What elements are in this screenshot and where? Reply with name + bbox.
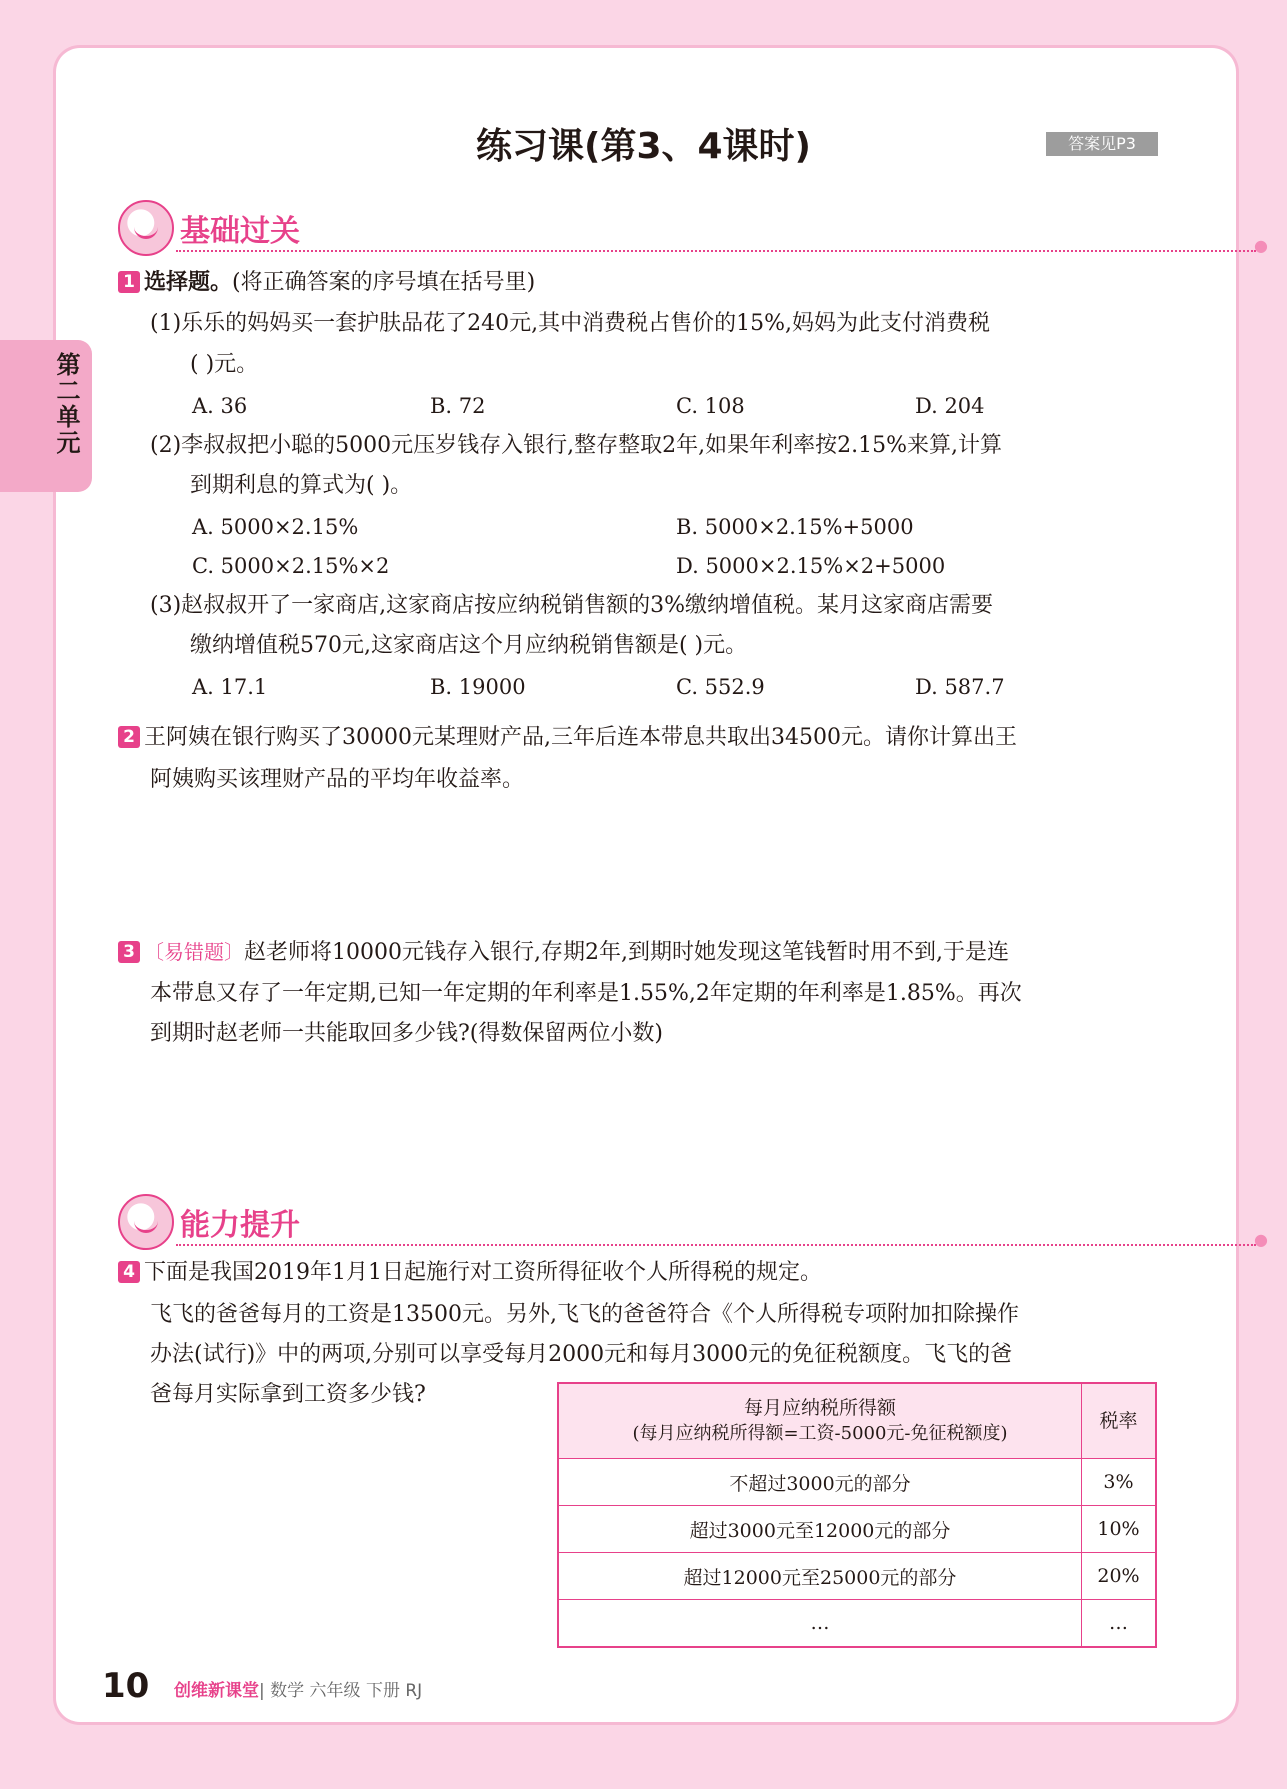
section-divider <box>176 250 1256 252</box>
q1-sub2-line2: 到期利息的算式为( )。 <box>190 473 413 498</box>
table-cell-rate: 3% <box>1082 1459 1157 1506</box>
section-advanced-header <box>118 1194 1268 1250</box>
table-cell-rate: 20% <box>1082 1553 1157 1600</box>
table-cell-rate: 10% <box>1082 1506 1157 1553</box>
section-divider <box>176 1244 1256 1246</box>
footer-info <box>174 1676 422 1701</box>
table-cell-range: 不超过3000元的部分 <box>558 1459 1082 1506</box>
section-basic-title: 基础过关 <box>180 214 300 249</box>
question-3-line2: 本带息又存了一年定期,已知一年定期的年利率是1.55%,2年定期的年利率是1.85%。再次 <box>150 981 1022 1006</box>
tax-rate-table <box>557 1382 1157 1648</box>
table-cell-range: 超过12000元至25000元的部分 <box>558 1553 1082 1600</box>
error-prone-tag: 〔易错题〕 <box>144 940 244 964</box>
question-3-line1 <box>118 937 1009 968</box>
question-3-line3: 到期时赵老师一共能取回多少钱?(得数保留两位小数) <box>150 1021 663 1046</box>
q1-sub2-option-d: D. 5000×2.15%×2+5000 <box>676 554 946 578</box>
answer-reference-badge: 答案见P3 <box>1046 132 1158 156</box>
question-number-badge: 4 <box>118 1261 140 1283</box>
decor-dots-icon: ● <box>1254 236 1268 255</box>
footer-brand: 创维新课堂 <box>174 1681 259 1701</box>
question-1-heading <box>118 268 535 298</box>
table-header-income <box>558 1383 1082 1459</box>
table-row <box>558 1506 1156 1553</box>
header-income-line2: (每月应纳税所得额=工资-5000元-免征税额度) <box>632 1423 1008 1444</box>
mascot-icon <box>118 1194 174 1250</box>
table-row <box>558 1600 1156 1648</box>
question-3-text-line1: 赵老师将10000元钱存入银行,存期2年,到期时她发现这笔钱暂时用不到,于是连 <box>244 940 1009 965</box>
q1-sub3-option-c: C. 552.9 <box>676 675 765 699</box>
table-header-rate: 税率 <box>1082 1383 1157 1459</box>
q1-sub2-option-a: A. 5000×2.15% <box>192 515 359 539</box>
q1-sub1-option-c: C. 108 <box>676 394 745 418</box>
header-income-line1: 每月应纳税所得额 <box>743 1397 896 1419</box>
table-row <box>558 1459 1156 1506</box>
section-basic-header <box>118 200 1268 256</box>
page-number: 10 <box>102 1666 150 1706</box>
page-title: 练习课(第3、4课时) <box>475 126 811 167</box>
question-4-line4: 爸每月实际拿到工资多少钱? <box>150 1382 426 1407</box>
question-number-badge: 3 <box>118 941 140 963</box>
unit-side-tab-label: 第二单元 <box>52 352 80 456</box>
question-1-instruction: (将正确答案的序号填在括号里) <box>232 270 536 295</box>
mascot-icon <box>118 200 174 256</box>
q1-sub3-line1: (3)赵叔叔开了一家商店,这家商店按应纳税销售额的3%缴纳增值税。某月这家商店需要 <box>150 593 994 618</box>
q1-sub3-option-b: B. 19000 <box>430 675 526 699</box>
question-number-badge: 2 <box>118 726 140 748</box>
table-row <box>558 1553 1156 1600</box>
question-2-line2: 阿姨购买该理财产品的平均年收益率。 <box>150 767 525 792</box>
q1-sub3-line2: 缴纳增值税570元,这家商店这个月应纳税销售额是( )元。 <box>190 633 748 658</box>
q1-sub3-option-d: D. 587.7 <box>915 675 1005 699</box>
q1-sub1-option-b: B. 72 <box>430 394 486 418</box>
q1-sub2-option-c: C. 5000×2.15%×2 <box>192 554 390 578</box>
question-4-line2: 飞飞的爸爸每月的工资是13500元。另外,飞飞的爸爸符合《个人所得税专项附加扣除操作 <box>150 1302 1019 1327</box>
table-cell-rate: … <box>1082 1600 1157 1648</box>
question-4-line3: 办法(试行)》中的两项,分别可以享受每月2000元和每月3000元的免征税额度。飞飞的爸 <box>150 1342 1013 1367</box>
table-cell-range: 超过3000元至12000元的部分 <box>558 1506 1082 1553</box>
question-1-head: 选择题。 <box>144 270 233 295</box>
question-4-line1 <box>118 1258 822 1288</box>
decor-dots-icon: ● <box>1254 1230 1268 1249</box>
question-2-line1 <box>118 723 1017 753</box>
table-header-row <box>558 1383 1156 1459</box>
q1-sub1-line2: ( )元。 <box>190 352 259 377</box>
q1-sub2-option-b: B. 5000×2.15%+5000 <box>676 515 914 539</box>
question-2-text-line1: 王阿姨在银行购买了30000元某理财产品,三年后连本带息共取出34500元。请你计算出王 <box>144 725 1017 750</box>
q1-sub1-line1: (1)乐乐的妈妈买一套护肤品花了240元,其中消费税占售价的15%,妈妈为此支付消费税 <box>150 311 991 336</box>
question-4-text-line1: 下面是我国2019年1月1日起施行对工资所得征收个人所得税的规定。 <box>144 1260 822 1285</box>
table-cell-range: … <box>558 1600 1082 1648</box>
footer-book-info: | 数学 六年级 下册 RJ <box>259 1681 423 1701</box>
q1-sub1-option-a: A. 36 <box>192 394 248 418</box>
question-number-badge: 1 <box>118 271 140 293</box>
section-advanced-title: 能力提升 <box>180 1208 300 1243</box>
q1-sub2-line1: (2)李叔叔把小聪的5000元压岁钱存入银行,整存整取2年,如果年利率按2.15%来算,计算 <box>150 433 1003 458</box>
q1-sub1-option-d: D. 204 <box>915 394 985 418</box>
q1-sub3-option-a: A. 17.1 <box>192 675 268 699</box>
